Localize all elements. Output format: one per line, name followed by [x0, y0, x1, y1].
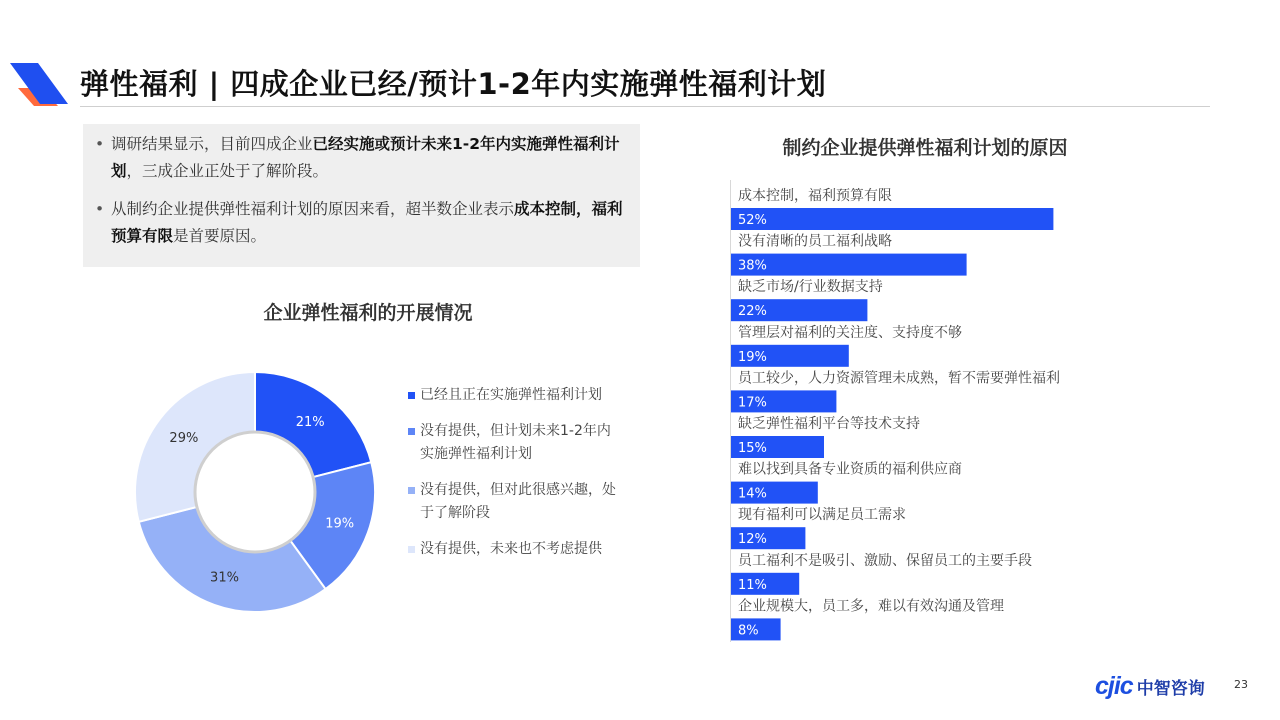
legend-swatch	[408, 428, 415, 435]
bar-value-label: 15%	[738, 441, 767, 456]
bar-category-label: 员工福利不是吸引、激励、保留员工的主要手段	[738, 552, 1032, 569]
bar-category-label: 员工较少，人力资源管理未成熟，暂不需要弹性福利	[738, 370, 1060, 387]
corner-accent-logo	[8, 60, 72, 110]
summary-text-segment: 是首要原因。	[173, 227, 267, 245]
bar-value-label: 12%	[738, 532, 767, 548]
brand-name: 中智咨询	[1136, 679, 1205, 699]
page-number: 23	[1234, 678, 1248, 691]
summary-bullet-2	[95, 196, 624, 250]
bar-value-label: 17%	[738, 395, 767, 411]
summary-bullet-text	[111, 196, 624, 250]
bar-category-label: 管理层对福利的关注度、支持度不够	[738, 324, 962, 341]
legend-label: 实施弹性福利计划	[420, 446, 532, 462]
bar-category-label: 没有清晰的员工福利战略	[738, 233, 892, 250]
bar-chart-title: 制约企业提供弹性福利计划的原因	[782, 137, 1068, 159]
bar-chart	[730, 180, 1180, 650]
bar-value-label: 22%	[738, 304, 767, 320]
donut-chart	[110, 352, 400, 632]
bar-value-label: 11%	[738, 577, 767, 593]
legend-swatch	[408, 392, 415, 399]
summary-bullet-1	[95, 131, 624, 185]
legend-label: 没有提供，未来也不考虑提供	[420, 541, 602, 557]
brand-logo	[1095, 672, 1205, 701]
legend-item-1	[408, 384, 648, 407]
summary-box	[83, 124, 640, 267]
summary-text-segment: ，三成企业正处于了解阶段。	[126, 162, 329, 180]
legend-label: 没有提供，但对此很感兴趣，处	[420, 482, 616, 498]
bar	[731, 208, 1053, 230]
donut-value-label: 29%	[169, 430, 199, 446]
donut-slice	[139, 507, 326, 612]
donut-value-label: 21%	[295, 414, 325, 430]
page-title: 弹性福利 | 四成企业已经/预计1-2年内实施弹性福利计划	[80, 67, 827, 101]
legend-label: 于了解阶段	[420, 505, 490, 521]
bar-value-label: 8%	[738, 623, 759, 639]
legend-item-2	[408, 420, 648, 466]
bar-value-label: 38%	[738, 258, 767, 274]
bullet-dot-icon: •	[95, 135, 105, 153]
legend-swatch	[408, 487, 415, 494]
bar-category-label: 成本控制，福利预算有限	[738, 188, 892, 204]
legend-swatch	[408, 546, 415, 553]
donut-chart-title: 企业弹性福利的开展情况	[263, 302, 473, 324]
legend-label: 已经且正在实施弹性福利计划	[420, 387, 602, 403]
legend-item-3	[408, 479, 648, 525]
bar-category-label: 现有福利可以满足员工需求	[738, 507, 906, 524]
donut-value-label: 19%	[325, 516, 355, 532]
title-divider	[80, 106, 1210, 107]
summary-text-emphasis: 成本控制，福利预算有限	[111, 200, 623, 245]
bar-value-label: 19%	[738, 349, 767, 365]
legend-item-4	[408, 538, 648, 561]
bar-category-label: 企业规模大，员工多，难以有效沟通及管理	[738, 598, 1004, 615]
brand-mark: cjic	[1095, 672, 1133, 700]
bar-category-label: 缺乏弹性福利平台等技术支持	[738, 416, 920, 432]
summary-text-segment: 从制约企业提供弹性福利计划的原因来看，超半数企业表示	[111, 200, 515, 218]
summary-text-segment: 调研结果显示，目前四成企业	[111, 135, 313, 153]
bullet-dot-icon: •	[95, 200, 105, 218]
bar-value-label: 14%	[738, 486, 767, 502]
legend-label: 没有提供，但计划未来1-2年内	[420, 423, 611, 439]
donut-value-label: 31%	[210, 570, 239, 586]
bar-category-label: 难以找到具备专业资质的福利供应商	[738, 461, 962, 478]
summary-text-emphasis: 已经实施或预计未来1-2年内实施弹性福利计划	[111, 135, 620, 180]
donut-inner-ring	[195, 432, 315, 552]
bar-value-label: 52%	[738, 213, 767, 228]
donut-legend	[408, 384, 648, 574]
bar-category-label: 缺乏市场/行业数据支持	[738, 279, 883, 296]
summary-bullet-text	[111, 131, 624, 185]
